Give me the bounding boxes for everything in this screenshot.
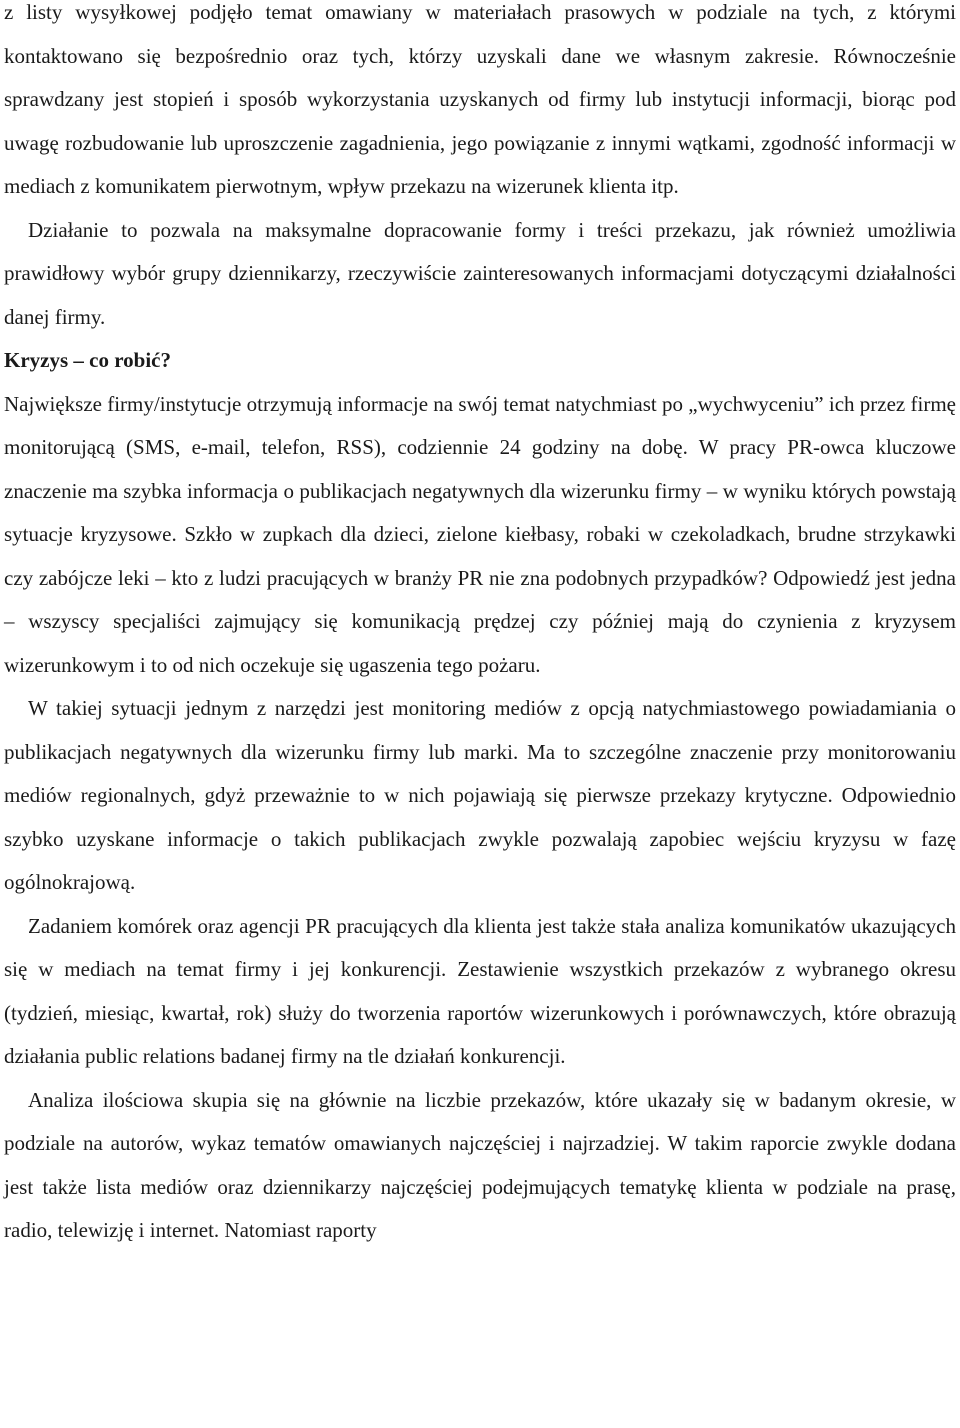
document-page bbox=[4, 0, 956, 1253]
paragraph: z listy wysyłkowej podjęło temat omawiany w materiałach prasowych w podziale na tych, z którymi kontaktowano się bezpośrednio oraz tych, którzy uzyskali dane we własnym zakresie. Równocześnie sprawdzany jest stopień i sposób wykorzystania uzyskanych od firmy lub instytucji informacji, biorąc pod uwagę rozbudowanie lub uproszczenie zagadnienia, jego powiązanie z innymi wątkami, zgodność informacji w mediach z komunikatem pierwotnym, wpływ przekazu na wizerunek klienta itp. bbox=[4, 0, 956, 198]
paragraph: Działanie to pozwala na maksymalne dopracowanie formy i treści przekazu, jak również umożliwia prawidłowy wybór grupy dziennikarzy, rzeczywiście zainteresowanych informacjami dotyczącymi działalności danej firmy. bbox=[4, 217, 956, 329]
paragraph: Zadaniem komórek oraz agencji PR pracujących dla klienta jest także stała analiza komunikatów ukazujących się w mediach na temat firmy i jej konkurencji. Zestawienie wszystkich przekazów z wybranego okresu (tydzień, miesiąc, kwartał, rok) służy do tworzenia raportów wizerunkowych i porównawczych, które obrazują działania public relations badanej firmy na tle działań konkurencji. bbox=[4, 913, 956, 1068]
paragraph: W takiej sytuacji jednym z narzędzi jest monitoring mediów z opcją natychmiastowego powiadamiania o publikacjach negatywnych dla wizerunku firmy lub marki. Ma to szczególne znaczenie przy monitorowaniu mediów regionalnych, gdyż przeważnie to w nich pojawiają się pierwsze przekazy krytyczne. Odpowiednio szybko uzyskane informacje o takich publikacjach zwykle pozwalają zapobiec wejściu kryzysu w fazę ogólnokrajową. bbox=[4, 696, 956, 894]
paragraph: Największe firmy/instytucje otrzymują informacje na swój temat natychmiast po „wychwyceniu” ich przez firmę monitorującą (SMS, e-mail, telefon, RSS), codziennie 24 godziny na dobę. W pracy PR-owca kluczowe znaczenie ma szybka informacja o publikacjach negatywnych dla wizerunku firmy – w wyniku których powstają sytuacje kryzysowe. Szkło w zupkach dla dzieci, zielone kiełbasy, robaki w czekoladkach, brudne strzykawki czy zabójcze leki – kto z ludzi pracujących w branży PR nie zna podobnych przypadków? Odpowiedź jest jedna – wszyscy specjaliści zajmujący się komunikacją prędzej czy później mają do czynienia z kryzysem wizerunkowym i to od nich oczekuje się ugaszenia tego pożaru. bbox=[4, 391, 956, 677]
section-heading: Kryzys – co robić? bbox=[4, 348, 171, 372]
paragraph: Analiza ilościowa skupia się na głównie na liczbie przekazów, które ukazały się w badanym okresie, w podziale na autorów, wykaz tematów omawianych najczęściej i najrzadziej. W takim raporcie zwykle dodana jest także lista mediów oraz dziennikarzy najczęściej podejmujących tematykę klienta w podziale na prasę, radio, telewizję i internet. Natomiast raporty bbox=[4, 1087, 956, 1242]
